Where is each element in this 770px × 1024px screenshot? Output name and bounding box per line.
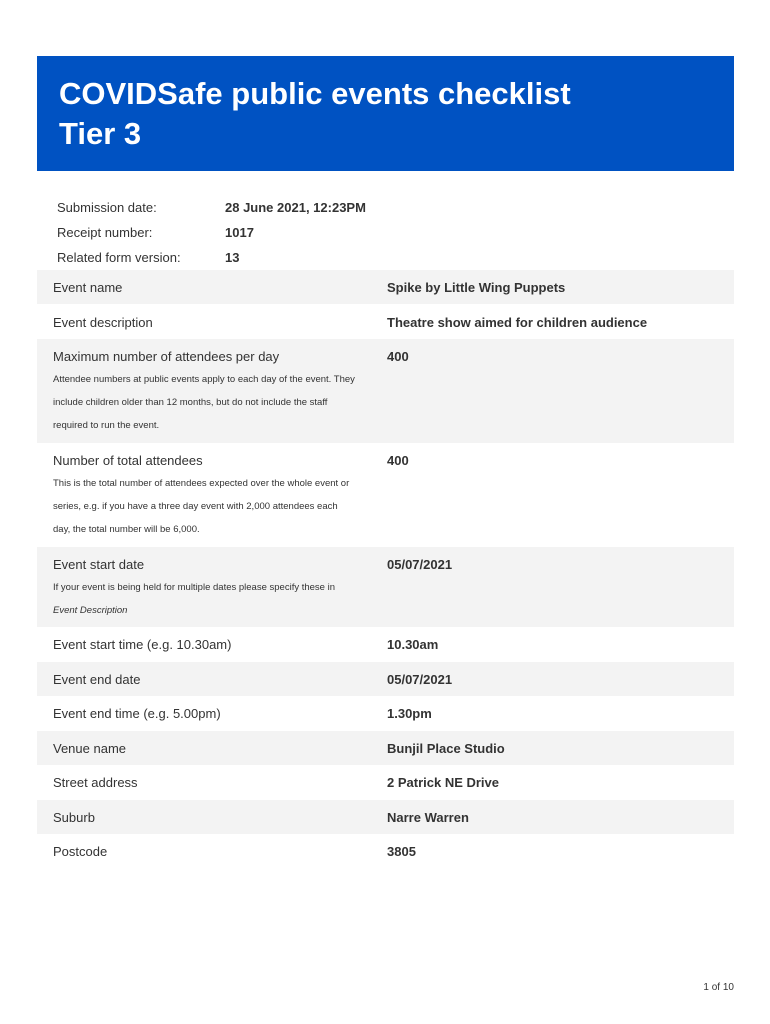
field-label: Event end time (e.g. 5.00pm) (53, 706, 221, 721)
field-row-venue-name (37, 731, 734, 765)
field-label: Postcode (53, 844, 108, 859)
field-help-text (53, 576, 393, 622)
field-row-max-attendees (37, 339, 734, 443)
field-value: 3805 (387, 844, 416, 859)
help-line: series, e.g. if you have a three day event with 2,000 attendees each (53, 501, 338, 512)
field-label: Event start date (53, 557, 145, 572)
submission-info (57, 196, 657, 271)
form-version-row (57, 246, 657, 271)
page-subtitle: Tier 3 (59, 116, 142, 151)
field-value: Theatre show aimed for children audience (387, 315, 648, 330)
field-value: 05/07/2021 (387, 672, 453, 687)
help-line: day, the total number will be 6,000. (53, 524, 200, 535)
field-label: Event description (53, 315, 153, 330)
page-number: 1 of 10 (703, 982, 734, 993)
form-version-value: 13 (225, 250, 240, 265)
help-line: This is the total number of attendees expected over the whole event or (53, 478, 350, 489)
field-value: Bunjil Place Studio (387, 741, 505, 756)
field-help-text (53, 368, 393, 437)
field-row-total-attendees (37, 443, 734, 547)
field-row-event-end-time (37, 696, 734, 731)
field-value: 1.30pm (387, 706, 432, 721)
field-row-event-description (37, 304, 734, 339)
field-row-suburb (37, 800, 734, 834)
field-value: Narre Warren (387, 810, 469, 825)
field-label: Venue name (53, 741, 127, 756)
form-version-label: Related form version: (57, 250, 181, 265)
field-row-event-start-date (37, 547, 734, 627)
submission-date-row (57, 196, 657, 221)
help-line: required to run the event. (53, 420, 160, 431)
field-row-event-end-date (37, 662, 734, 696)
title-banner (37, 56, 734, 171)
field-row-event-name (37, 270, 734, 304)
submission-date-label: Submission date: (57, 200, 157, 215)
field-value: Spike by Little Wing Puppets (387, 280, 566, 295)
field-label: Suburb (53, 810, 95, 825)
help-line: include children older than 12 months, but do not include the staff (53, 397, 328, 408)
receipt-number-value: 1017 (225, 225, 254, 240)
field-row-street-address (37, 765, 734, 800)
help-line: If your event is being held for multiple dates please specify these in (53, 582, 335, 593)
field-label: Event end date (53, 672, 141, 687)
receipt-number-label: Receipt number: (57, 225, 153, 240)
form-fields (37, 270, 734, 869)
field-row-postcode (37, 834, 734, 869)
field-label: Number of total attendees (53, 453, 203, 468)
submission-date-value: 28 June 2021, 12:23PM (225, 200, 366, 215)
field-value: 400 (387, 453, 409, 468)
help-line: Attendee numbers at public events apply to each day of the event. They (53, 374, 355, 385)
field-value: 05/07/2021 (387, 557, 453, 572)
field-label: Event start time (e.g. 10.30am) (53, 637, 232, 652)
page-title: COVIDSafe public events checklist (59, 76, 571, 111)
field-label: Maximum number of attendees per day (53, 349, 280, 364)
field-value: 400 (387, 349, 409, 364)
help-line: Event Description (53, 605, 128, 616)
field-value: 10.30am (387, 637, 439, 652)
field-row-event-start-time (37, 627, 734, 662)
receipt-number-row (57, 221, 657, 246)
field-label: Street address (53, 775, 138, 790)
field-help-text (53, 472, 393, 541)
field-value: 2 Patrick NE Drive (387, 775, 500, 790)
field-label: Event name (53, 280, 123, 295)
